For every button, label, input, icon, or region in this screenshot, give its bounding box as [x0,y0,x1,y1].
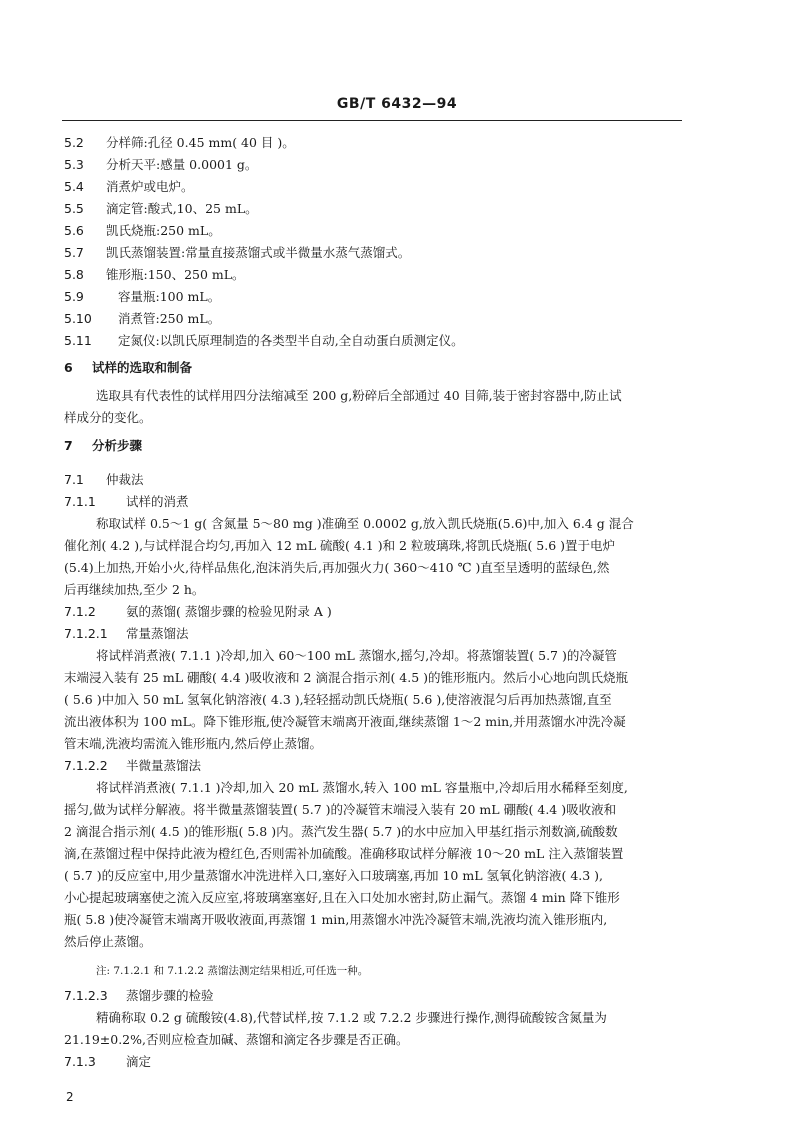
subsection-heading [64,756,201,776]
clause-number: 7.1.1 [64,494,96,509]
subsection-heading [64,492,189,512]
apparatus-item [64,287,220,307]
clause-title: 滴定 [126,1054,152,1069]
apparatus-item [64,155,257,175]
paragraph-line: 然后停止蒸馏。 [64,934,152,949]
clause-title: 半微量蒸馏法 [126,758,202,773]
section-number: 7 [64,438,73,453]
subsection-heading [64,624,189,644]
paragraph-line: 选取具有代表性的试样用四分法缩减至 200 g,粉碎后全部通过 40 目筛,装于密封容器中,防止试 [96,388,622,403]
paragraph-line: 瓶( 5.8 )使冷凝管末端离开吸收液面,再蒸馏 1 min,用蒸馏水冲洗冷凝管末端,洗液均流入锥形瓶内, [64,912,608,927]
paragraph-line: 摇匀,做为试样分解液。将半微量蒸馏装置( 5.7 )的冷凝管末端浸入装有 20 mL 硼酸( 4.4 )吸收液和 [64,802,617,817]
clause-number: 5.11 [64,333,92,348]
section-heading [64,358,192,378]
page-number: 2 [66,1090,74,1104]
paragraph-line: ( 5.7 )的反应室中,用少量蒸馏水冲洗进样入口,塞好入口玻璃塞,再加 10 mL 氢氧化钠溶液( 4.3 ), [64,868,604,883]
paragraph-line: 小心提起玻璃塞使之流入反应室,将玻璃塞塞好,且在入口处加水密封,防止漏气。蒸馏 4 min 降下锥形 [64,890,620,905]
clause-number: 7.1.2.1 [64,626,108,641]
clause-number: 5.5 [64,201,84,216]
header-rule [62,120,682,121]
clause-number: 5.4 [64,179,84,194]
paragraph-line: 管末端,洗液均需流入锥形瓶内,然后停止蒸馏。 [64,736,322,751]
clause-text: 凯氏烧瓶:250 mL。 [106,223,221,238]
clause-text: 定氮仪:以凯氏原理制造的各类型半自动,全自动蛋白质测定仪。 [118,333,464,348]
subsection-heading [64,602,332,622]
paragraph-line: 末端浸入装有 25 mL 硼酸( 4.4 )吸收液和 2 滴混合指示剂( 4.5 )的锥形瓶内。然后小心地向凯氏烧瓶 [64,670,629,685]
subsection-heading [64,470,144,490]
clause-text: 分析天平:感量 0.0001 g。 [106,157,258,172]
apparatus-item [64,133,295,153]
paragraph-line: 样成分的变化。 [64,410,152,425]
apparatus-item [64,177,194,197]
apparatus-item [64,199,258,219]
clause-title: 氨的蒸馏( 蒸馏步骤的检验见附录 A ) [126,604,332,619]
apparatus-item [64,309,220,329]
paragraph-line: 流出液体积为 100 mL。降下锥形瓶,使冷凝管末端离开液面,继续蒸馏 1～2 min,并用蒸馏水冲洗冷凝 [64,714,626,729]
paragraph-line: 精确称取 0.2 g 硫酸铵(4.8),代替试样,按 7.1.2 或 7.2.2 步骤进行操作,测得硫酸铵含氮量为 [96,1010,607,1025]
subsection-heading [64,986,214,1006]
clause-text: 凯氏蒸馏装置:常量直接蒸馏式或半微量水蒸气蒸馏式。 [106,245,411,260]
clause-text: 消煮炉或电炉。 [106,179,194,194]
clause-text: 分样筛:孔径 0.45 mm( 40 目 )。 [106,135,295,150]
paragraph-line: ( 5.6 )中加入 50 mL 氢氧化钠溶液( 4.3 ),轻轻摇动凯氏烧瓶( 5.6 ),使溶液混匀后再加热蒸馏,直至 [64,692,612,707]
paragraph-line: 催化剂( 4.2 ),与试样混合均匀,再加入 12 mL 硫酸( 4.1 )和 2 粒玻璃珠,将凯氏烧瓶( 5.6 )置于电炉 [64,538,616,553]
paragraph-line: 滴,在蒸馏过程中保持此液为橙红色,否则需补加硫酸。准确移取试样分解液 10～20 mL 注入蒸馏装置 [64,846,624,861]
paragraph-line: 将试样消煮液( 7.1.1 )冷却,加入 20 mL 蒸馏水,转入 100 mL 容量瓶中,冷却后用水稀释至刻度, [96,780,628,795]
section-title: 试样的选取和制备 [92,360,193,375]
apparatus-item [64,243,410,263]
clause-number: 7.1.2.3 [64,988,108,1003]
clause-number: 7.1 [64,472,84,487]
clause-number: 7.1.2.2 [64,758,108,773]
standard-code-header: GB/T 6432—94 [336,96,458,112]
clause-number: 7.1.2 [64,604,96,619]
clause-number: 5.10 [64,311,92,326]
clause-number: 7.1.3 [64,1054,96,1069]
paragraph-line: (5.4)上加热,开始小火,待样品焦化,泡沫消失后,再加强火力( 360～410 ℃ )直至呈透明的蓝绿色,然 [64,560,610,575]
clause-number: 5.8 [64,267,84,282]
clause-title: 仲裁法 [106,472,144,487]
clause-title: 常量蒸馏法 [126,626,189,641]
paragraph-line: 称取试样 0.5～1 g( 含氮量 5～80 mg )准确至 0.0002 g,放入凯氏烧瓶(5.6)中,加入 6.4 g 混合 [96,516,634,531]
clause-number: 5.2 [64,135,84,150]
paragraph-line: 2 滴混合指示剂( 4.5 )的锥形瓶( 5.8 )内。蒸汽发生器( 5.7 )的水中应加入甲基红指示剂数滴,硫酸数 [64,824,618,839]
section-heading [64,436,142,456]
apparatus-item [64,265,245,285]
clause-title: 蒸馏步骤的检验 [126,988,214,1003]
clause-text: 容量瓶:100 mL。 [118,289,221,304]
clause-text: 锥形瓶:150、250 mL。 [106,267,245,282]
section-title: 分析步骤 [92,438,143,453]
clause-text: 滴定管:酸式,10、25 mL。 [106,201,258,216]
paragraph-line: 21.19±0.2%,否则应检查加碱、蒸馏和滴定各步骤是否正确。 [64,1032,409,1047]
clause-text: 消煮管:250 mL。 [118,311,221,326]
subsection-heading [64,1052,151,1072]
section-number: 6 [64,360,73,375]
clause-number: 5.6 [64,223,84,238]
clause-title: 试样的消煮 [126,494,189,509]
apparatus-item [64,331,464,351]
clause-number: 5.7 [64,245,84,260]
paragraph-line: 后再继续加热,至少 2 h。 [64,582,205,597]
note-text: 注: 7.1.2.1 和 7.1.2.2 蒸馏法测定结果相近,可任选一种。 [96,965,369,977]
apparatus-item [64,221,221,241]
clause-number: 5.9 [64,289,84,304]
paragraph-line: 将试样消煮液( 7.1.1 )冷却,加入 60～100 mL 蒸馏水,摇匀,冷却。将蒸馏装置( 5.7 )的冷凝管 [96,648,617,663]
clause-number: 5.3 [64,157,84,172]
